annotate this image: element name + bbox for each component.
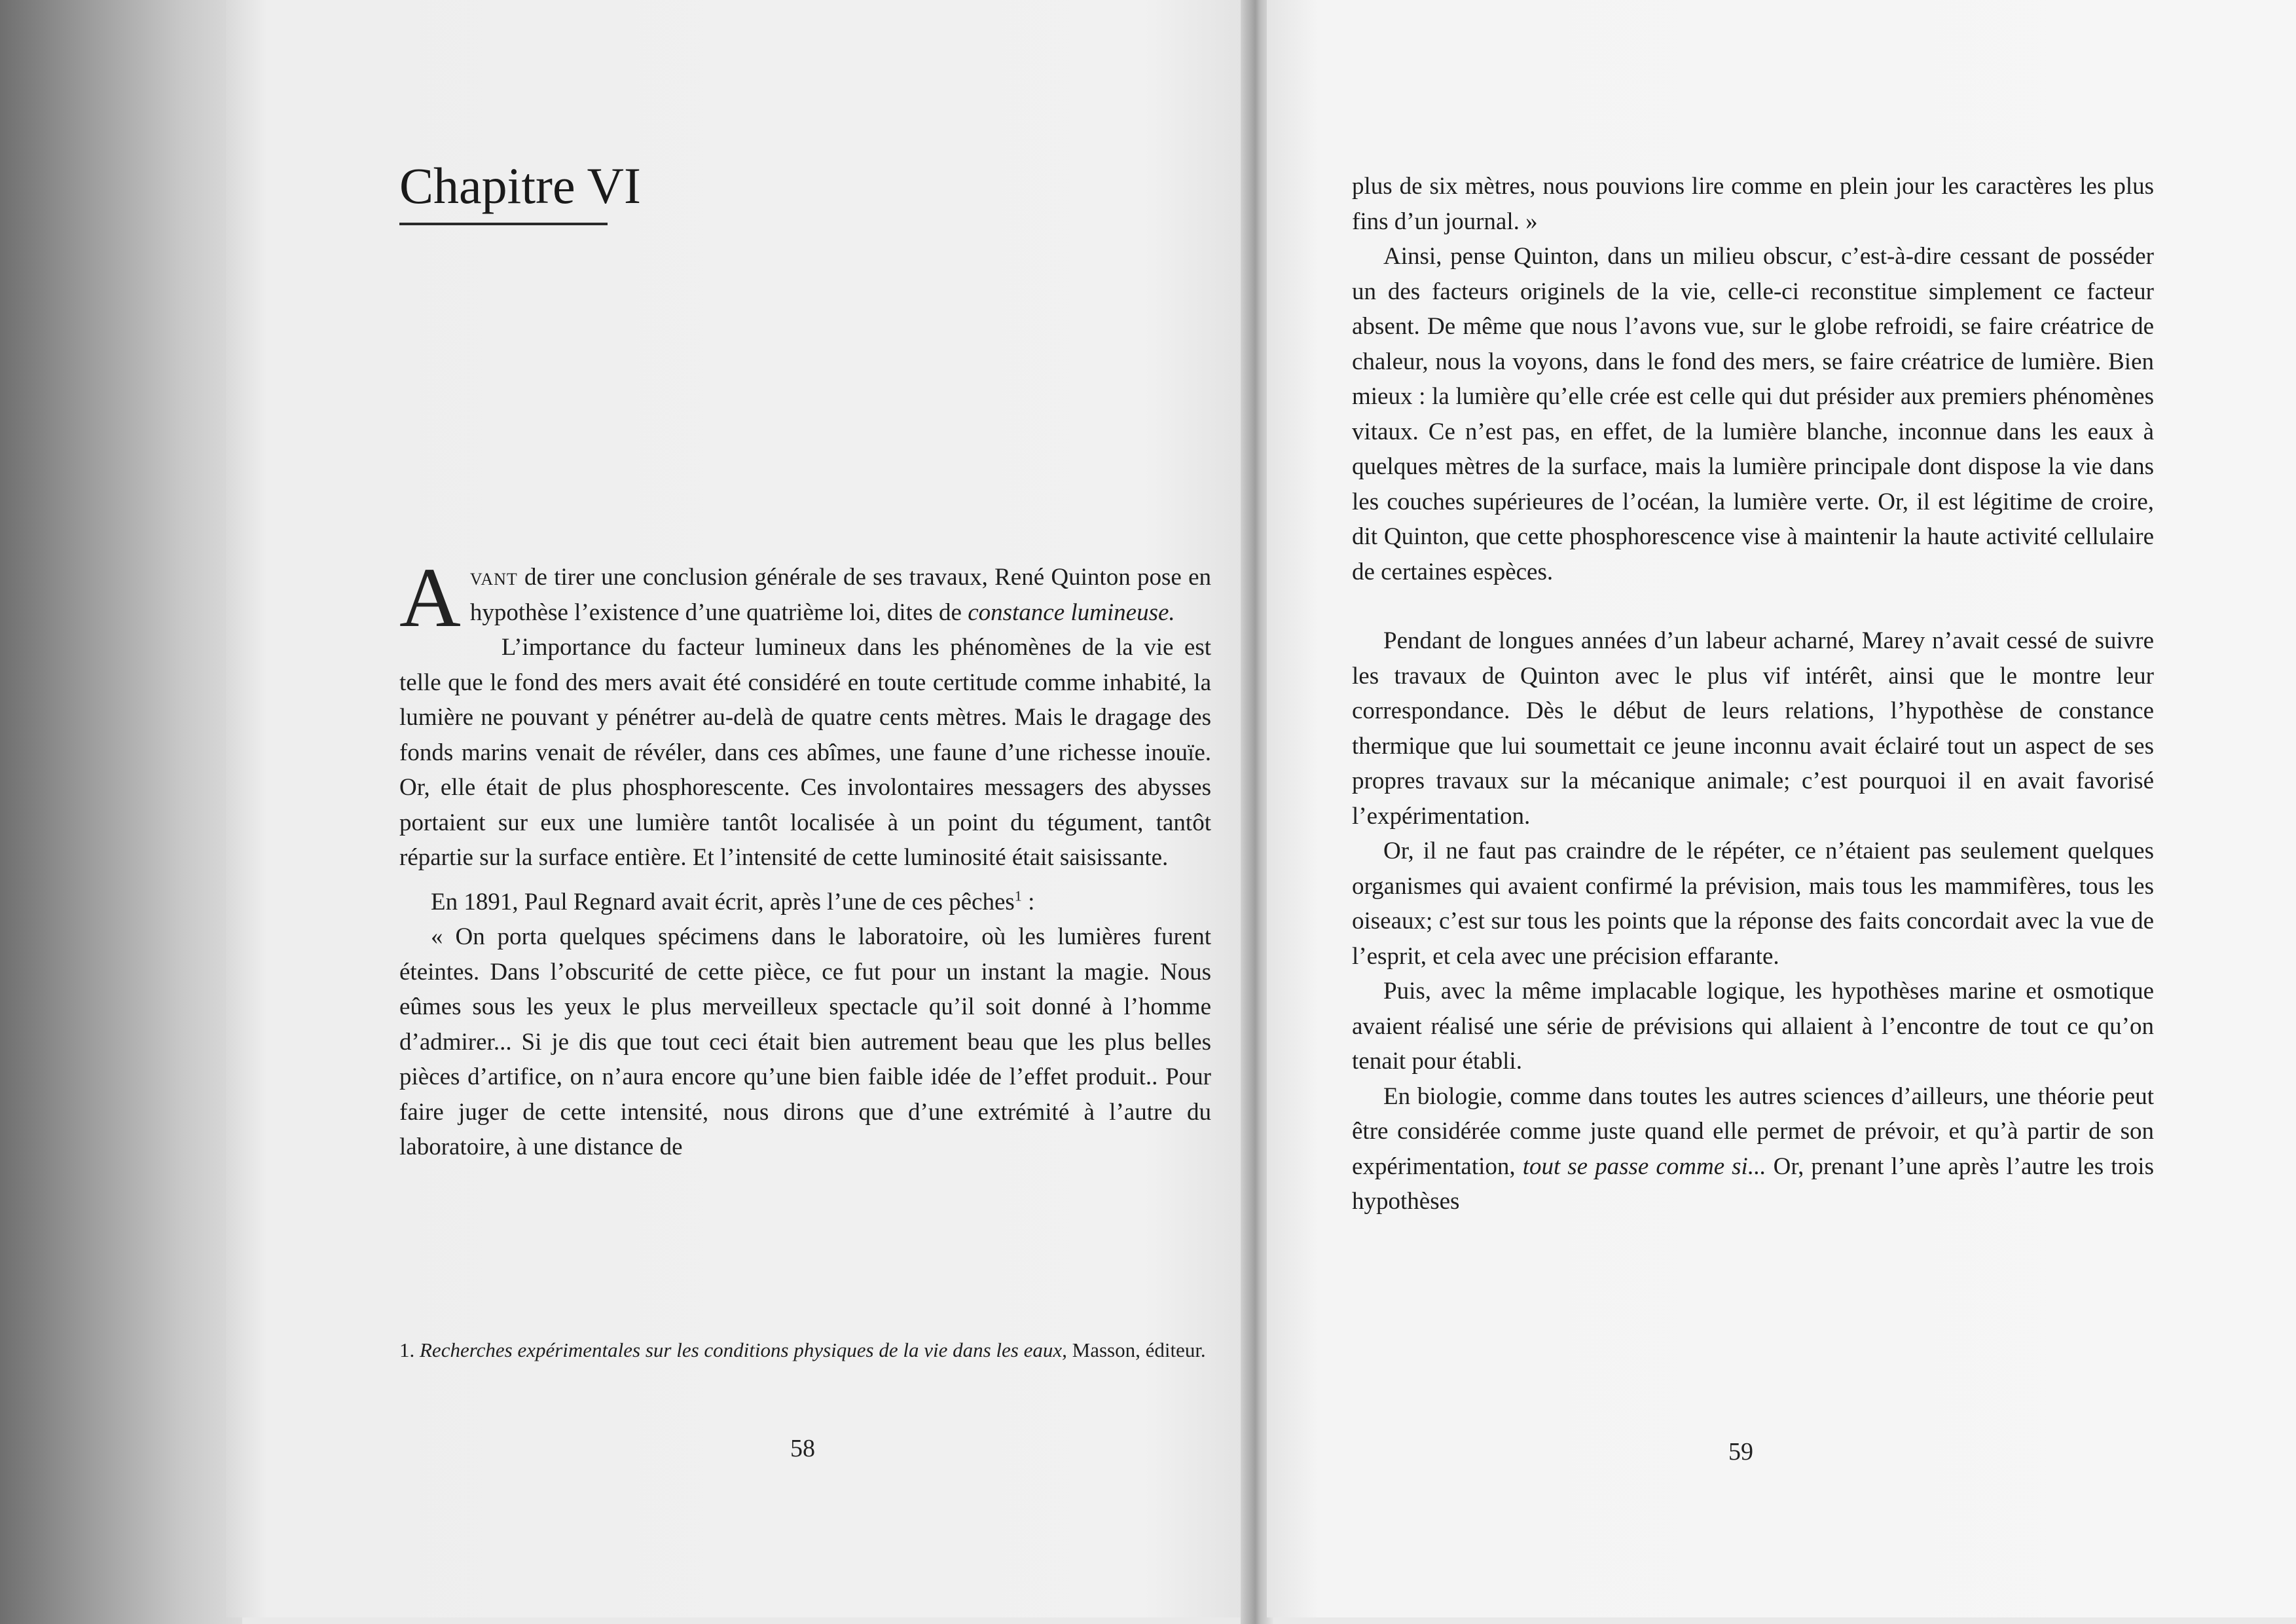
paragraph-1 (399, 551, 1211, 645)
paragraph-3-end: : (1021, 888, 1035, 915)
right-page (1267, 0, 2296, 1617)
paragraph-6-text: En biologie, comme dans toutes les autres sciences d’ailleurs, une théorie peut être considérée comme juste quand elle permet de prévoir, et qu’à partir de son expérimentation, (1352, 1082, 2154, 1180)
paragraph-6-end: Or, prenant l’une après l’autre les trois hypothèses (1352, 1153, 2154, 1215)
paragraph-6 (1352, 1079, 2154, 1219)
footnote (399, 1336, 1211, 1365)
paragraph-3: Pendant de longues années d’un labeur acharné, Marey n’avait cessé de suivre les travaux de Quinton avec le plus vif intérêt, ainsi que le montre leur correspondance. Dès le début de leurs relations, l’hypothèse de constance thermique que lui soumettait ce jeune inconnu avait éclairé tout un aspect de ses propres travaux sur la mécanique animale; c’est pourquoi il en avait favorisé l’expérimentation. (1352, 627, 2154, 830)
paragraph-3 (399, 885, 1211, 920)
footnote-ref: 1 (1014, 887, 1022, 904)
paragraph-4: « On porta quelques spécimens dans le laboratoire, où les lumières furent éteintes. Dans l’obscurité de cette pièce, ce fut pour un instant la magie. Nous eûmes sous les yeux le plus merveilleux spectacle qu’il soit donné à l’homme d’admirer... Si je dis que tout ceci était bien autrement beau que les plus belles pièces d’artifice, on n’aura encore qu’une bien faible idée de l’effet produit.. Pour faire juger de cette intensité, nous dirons que d’une extrémité à l’autre du laboratoire, à une distance de (399, 923, 1211, 1160)
page-number-left: 58 (790, 1435, 815, 1462)
left-page-body (399, 551, 1211, 1165)
page-number-right: 59 (1728, 1438, 1753, 1466)
small-caps-word: vant (469, 564, 518, 591)
chapter-title: Chapitre VI (399, 157, 641, 214)
drop-cap: A (399, 551, 461, 645)
footnote-publisher: Masson, éditeur. (1066, 1338, 1206, 1361)
paragraph-4: Or, il ne faut pas craindre de le répéter, ce n’étaient pas seulement quelques organismes qui avaient confirmé la prévision, mais tous les mammifères, tous les oiseaux; c’est sur tous les points que la réponse des faits concordait avec la vue de l’esprit, et cela avec une précision effarante. (1352, 838, 2154, 970)
paragraph-1-text: de tirer une conclusion générale de ses travaux, René Quinton pose en hypothèse l’existence d’une quatrième loi, dites de (469, 564, 1211, 626)
paragraph-6-italic: tout se passe comme si... (1522, 1153, 1766, 1180)
left-page (226, 0, 1247, 1617)
chapter-underline (399, 223, 608, 225)
paragraph-1: plus de six mètres, nous pouvions lire comme en plein jour les caractères les plus fins d’un journal. » (1352, 173, 2154, 235)
paragraph-1-italic: constance lumineuse. (968, 599, 1175, 626)
right-page-body (1352, 169, 2154, 1219)
footnote-title: Recherches expérimentales sur les conditions physiques de la vie dans les eaux, (420, 1338, 1067, 1361)
scan-shadow (0, 0, 242, 1624)
footnote-number: 1. (399, 1338, 420, 1361)
paragraph-3-text: En 1891, Paul Regnard avait écrit, après l’une de ces pêches (431, 888, 1015, 915)
paragraph-2: L’importance du facteur lumineux dans les phénomènes de la vie est telle que le fond des mers avait été considéré en toute certitude comme inhabité, la lumière ne pouvant y pénétrer au-delà de quatre cents mètres. Mais le dragage des fonds marins venait de révéler, dans ces abîmes, une faune d’une richesse inouïe. Or, elle était de plus phosphorescente. Ces involontaires messagers des abysses portaient sur eux une lumière tantôt localisée à un point du tégument, tantôt répartie sur la surface entière. Et l’intensité de cette luminosité était saisissante. (399, 634, 1211, 871)
paragraph-5: Puis, avec la même implacable logique, les hypothèses marine et osmotique avaient réalisé une série de prévisions qui allaient à l’encontre de tout ce qu’on tenait pour établi. (1352, 978, 2154, 1075)
paragraph-2: Ainsi, pense Quinton, dans un milieu obscur, c’est-à-dire cessant de posséder un des facteurs originels de la vie, celle-ci reconstitue simplement ce facteur absent. De même que nous l’avons vue, sur le globe refroidi, se faire créatrice de chaleur, nous la voyons, dans le fond des mers, se faire créatrice de lumière. Bien mieux : la lumière qu’elle crée est celle qui dut présider aux premiers phénomènes vitaux. Ce n’est pas, en effet, de la lumière blanche, inconnue dans les eaux à quelques mètres de la surface, mais la lumière principale dont dispose la vie dans les couches supérieures de l’océan, la lumière verte. Or, il est légitime de croire, dit Quinton, que cette phosphorescence vise à maintenir la haute activité cellulaire de certaines espèces. (1352, 243, 2154, 585)
